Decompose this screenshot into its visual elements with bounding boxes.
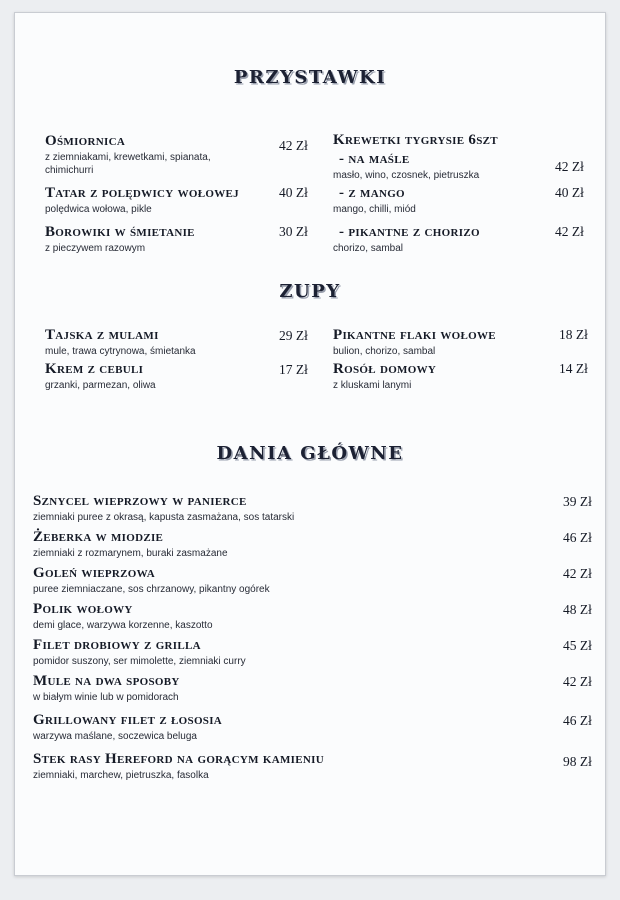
starter-item: [45, 185, 239, 216]
item-name: Ośmiornica: [45, 133, 126, 149]
item-name: Tajska z mulami: [45, 327, 159, 343]
item-desc: ziemniaki, marchew, pietruszka, fasolka: [33, 770, 209, 781]
item-name: Grillowany filet z łososia: [33, 712, 223, 728]
starter-item: [333, 224, 480, 255]
item-price: 29 Zł: [279, 328, 308, 343]
menu-page: [14, 12, 606, 876]
item-price: 48 Zł: [563, 602, 592, 617]
item-name: Rosół domowy: [333, 361, 437, 377]
main-item: [33, 493, 294, 524]
main-item: [33, 529, 228, 560]
item-price: 98 Zł: [563, 754, 592, 769]
item-price: 42 Zł: [555, 224, 584, 239]
soup-item: [333, 361, 436, 392]
item-name: Krem z cebuli: [45, 361, 144, 377]
item-name: Mule na dwa sposoby: [33, 673, 180, 689]
item-name: Żeberka w miodzie: [33, 529, 164, 545]
item-name: - pikantne z chorizo: [339, 224, 480, 240]
item-name: Stek rasy Hereford na gorącym kamieniu: [33, 751, 324, 767]
item-price: 40 Zł: [279, 185, 308, 200]
item-name: Tatar z polędwicy wołowej: [45, 185, 239, 201]
starter-item: [333, 185, 416, 216]
item-desc: mango, chilli, miód: [333, 204, 416, 215]
item-name: Filet drobiowy z grilla: [33, 637, 201, 653]
item-price: 42 Zł: [563, 566, 592, 581]
item-desc: masło, wino, czosnek, pietruszka: [333, 170, 480, 181]
item-desc: polędwica wołowa, pikle: [45, 204, 152, 215]
item-name: Pikantne flaki wołowe: [333, 327, 496, 343]
section-title-starters: PRZYSTAWKI: [233, 67, 387, 88]
main-item: [33, 751, 324, 782]
section-title-mains: DANIA GŁÓWNE: [216, 443, 404, 464]
soup-item: [333, 327, 496, 358]
starter-item: [333, 151, 479, 182]
item-desc: puree ziemniaczane, sos chrzanowy, pikantny ogórek: [33, 584, 270, 595]
item-price: 42 Zł: [555, 159, 584, 174]
item-price: 46 Zł: [563, 713, 592, 728]
item-price: 30 Zł: [279, 224, 308, 239]
item-name: Krewetki tygrysie 6szt: [333, 132, 498, 148]
item-name: Sznycel wieprzowy w panierce: [33, 493, 247, 509]
item-price: 17 Zł: [279, 362, 308, 377]
item-name: - z mango: [339, 185, 405, 201]
item-desc: demi glace, warzywa korzenne, kaszotto: [33, 620, 213, 631]
main-item: [33, 673, 180, 704]
item-desc: mule, trawa cytrynowa, śmietanka: [45, 346, 196, 357]
item-name: Borowiki w śmietanie: [45, 224, 195, 240]
main-item: [33, 565, 270, 596]
item-price: 40 Zł: [555, 185, 584, 200]
item-price: 46 Zł: [563, 530, 592, 545]
item-price: 39 Zł: [563, 494, 592, 509]
item-price: 18 Zł: [559, 327, 588, 342]
item-price: 45 Zł: [563, 638, 592, 653]
item-desc-line2: chimichurri: [45, 165, 94, 176]
item-desc: pomidor suszony, ser mimolette, ziemniaki curry: [33, 656, 246, 667]
item-desc: w białym winie lub w pomidorach: [33, 692, 179, 703]
item-name: Goleń wieprzowa: [33, 565, 155, 581]
starter-item: [45, 133, 211, 177]
item-desc: ziemniaki puree z okrasą, kapusta zasmażana, sos tatarski: [33, 512, 295, 523]
starter-group-header: [333, 132, 498, 149]
item-desc: warzywa maślane, soczewica beluga: [33, 731, 197, 742]
main-item: [33, 601, 213, 632]
main-item: [33, 712, 222, 743]
item-price: 42 Zł: [279, 138, 308, 153]
item-desc: ziemniaki z rozmarynem, buraki zasmażane: [33, 548, 228, 559]
item-desc: z pieczywem razowym: [45, 243, 146, 254]
item-desc: z ziemniakami, krewetkami, spianata,: [45, 152, 211, 163]
item-desc: chorizo, sambal: [333, 243, 404, 254]
main-item: [33, 637, 246, 668]
section-title-soups: ZUPY: [279, 281, 341, 302]
item-desc: z kluskami lanymi: [333, 380, 412, 391]
item-name: - na maśle: [339, 151, 410, 167]
starter-item: [45, 224, 195, 255]
item-desc: grzanki, parmezan, oliwa: [45, 380, 156, 391]
item-name: Polik wołowy: [33, 601, 133, 617]
item-price: 14 Zł: [559, 361, 588, 376]
item-desc: bulion, chorizo, sambal: [333, 346, 436, 357]
soup-item: [45, 361, 156, 392]
soup-item: [45, 327, 196, 358]
item-price: 42 Zł: [563, 674, 592, 689]
